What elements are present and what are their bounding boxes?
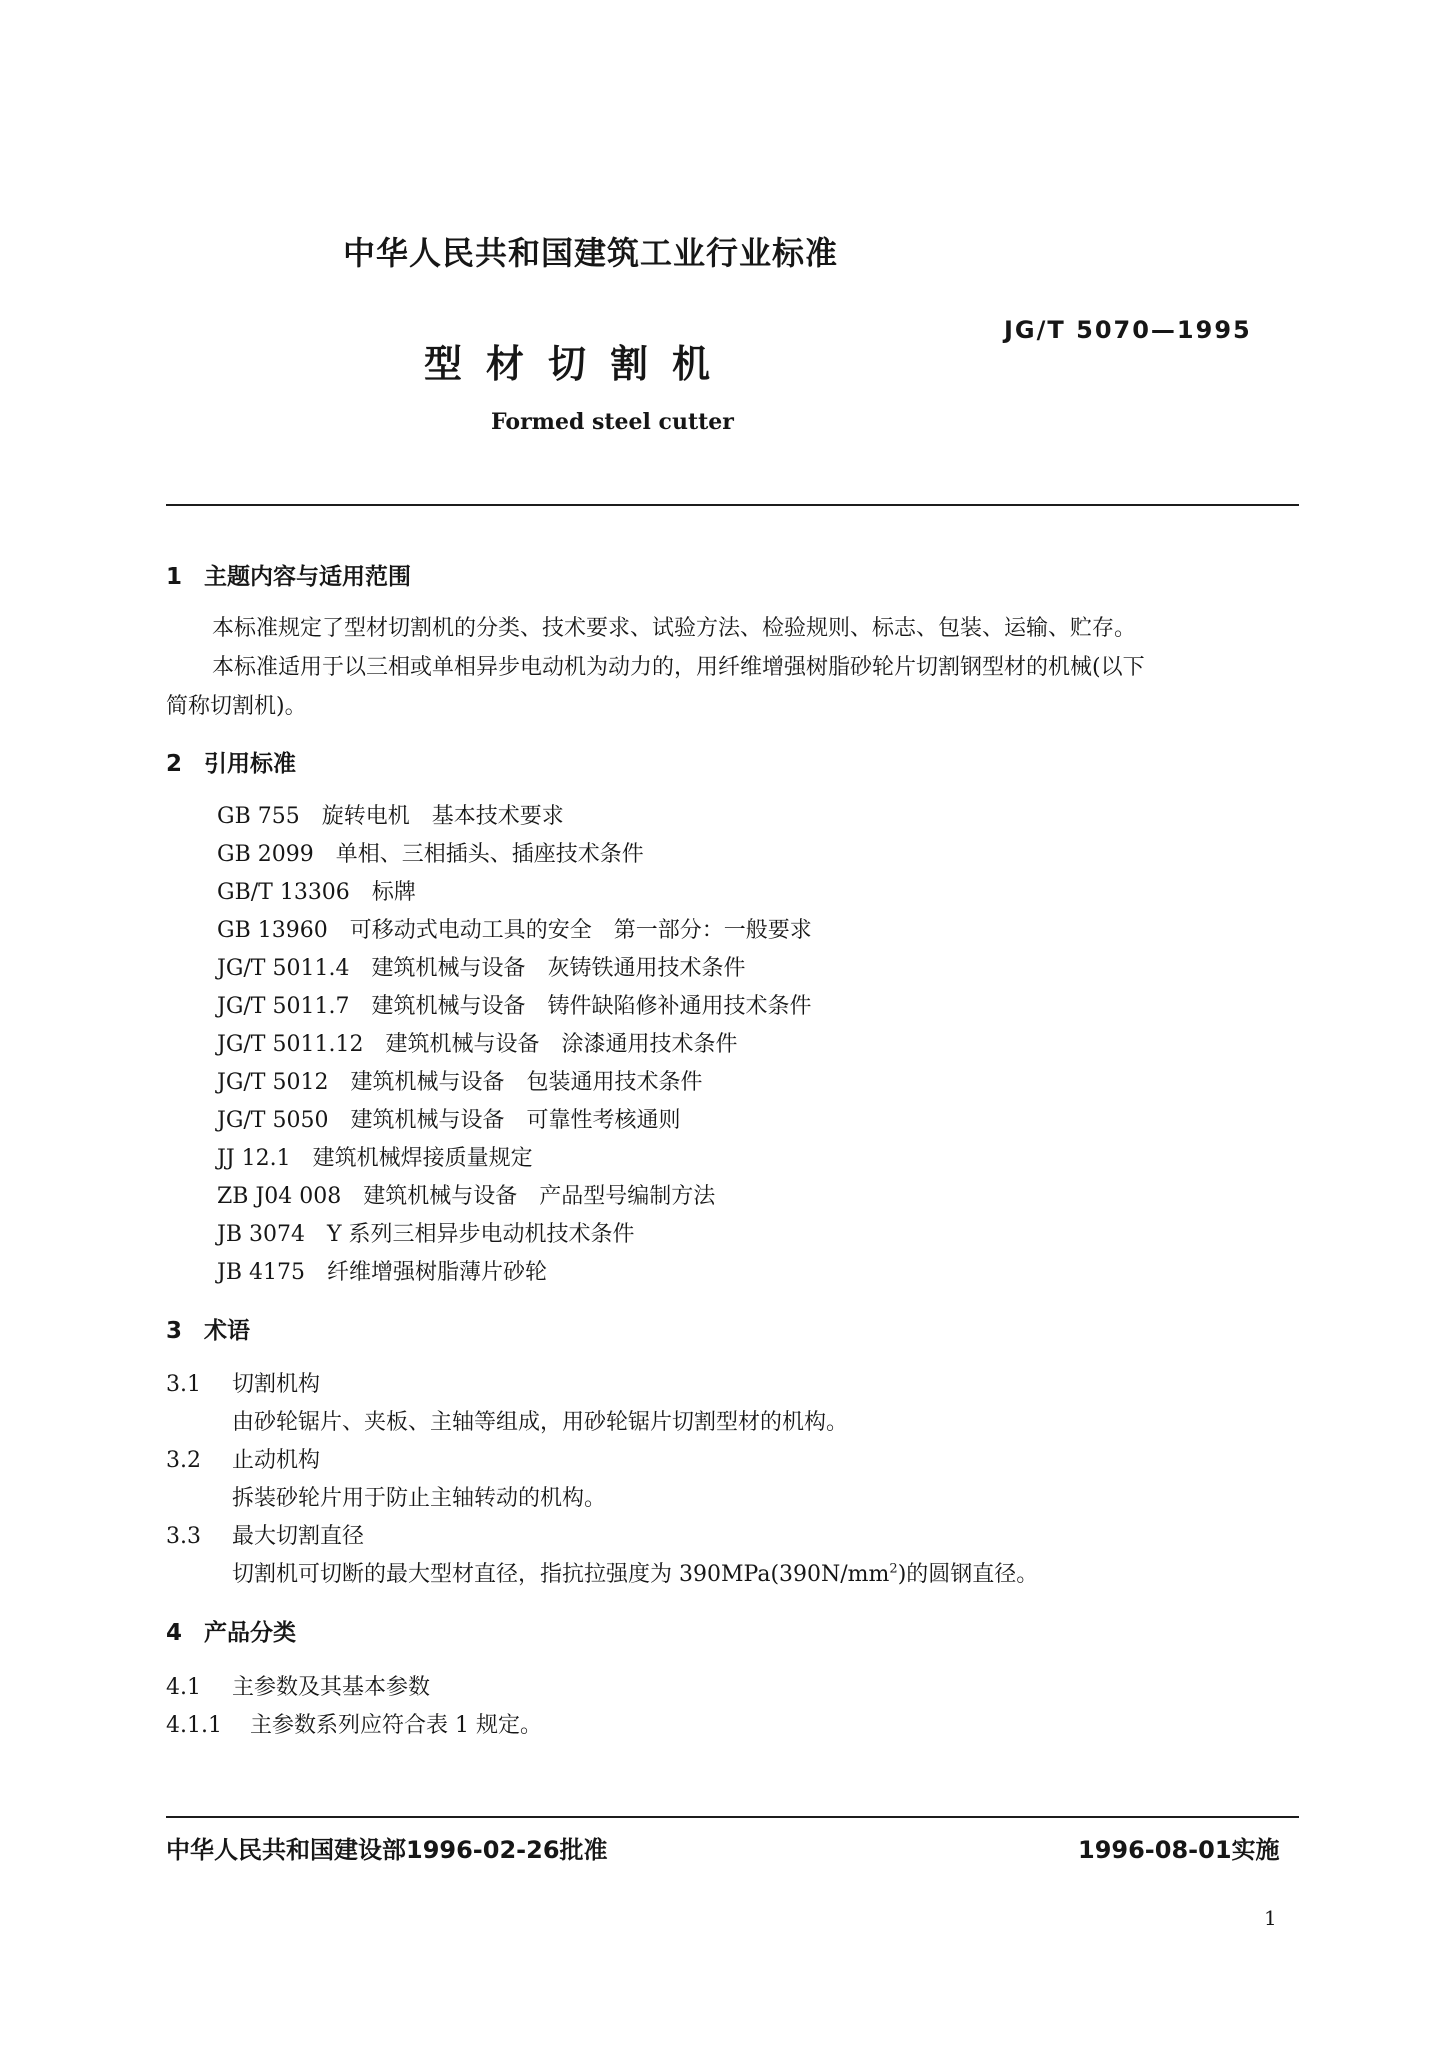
section-3-heading (166, 1312, 250, 1345)
page-number: 1 (1264, 1906, 1277, 1930)
reference-item (217, 1103, 680, 1134)
reference-name: 标牌 (371, 880, 416, 905)
reference-name: 纤维增强树脂薄片砂轮 (326, 1260, 547, 1285)
reference-code: JG/T 5011.4 (217, 956, 350, 981)
reference-item (217, 989, 811, 1020)
reference-name: 建筑机械与设备 涂漆通用技术条件 (385, 1032, 738, 1057)
approval-date: 中华人民共和国建设部1996-02-26批准 (166, 1836, 608, 1864)
section-number: 3 (166, 1318, 183, 1344)
definition-text: 切割机可切断的最大型材直径，指抗拉强度为 390MPa(390N/mm (232, 1562, 890, 1587)
section-number: 4 (166, 1620, 183, 1646)
section-4-heading (166, 1614, 296, 1647)
term-3-2 (166, 1443, 320, 1474)
term-definition: 由砂轮锯片、夹板、主轴等组成，用砂轮锯片切割型材的机构。 (232, 1410, 849, 1435)
effective-date: 1996-08-01实施 (1078, 1836, 1280, 1864)
section-title: 主题内容与适用范围 (204, 564, 411, 590)
reference-item (217, 1179, 715, 1210)
reference-name: 建筑机械焊接质量规定 (312, 1146, 533, 1171)
section-1-heading (166, 558, 411, 591)
subsection-text: 主参数系列应符合表 1 规定。 (250, 1713, 542, 1738)
title-english: Formed steel cutter (491, 409, 734, 435)
top-divider (166, 504, 1299, 506)
subsection-4-1 (166, 1670, 430, 1701)
paragraph: 本标准适用于以三相或单相异步电动机为动力的，用纤维增强树脂砂轮片切割钢型材的机械(以下 (212, 655, 1145, 680)
standard-organization: 中华人民共和国建筑工业行业标准 (343, 234, 839, 272)
reference-item (217, 1217, 635, 1248)
term-3-1 (166, 1367, 320, 1398)
term-name: 止动机构 (232, 1448, 321, 1473)
term-number: 3.3 (166, 1524, 201, 1549)
reference-code: ZB J04 008 (217, 1184, 342, 1209)
reference-item (217, 875, 416, 906)
term-name: 切割机构 (232, 1372, 321, 1397)
reference-item (217, 837, 644, 868)
subsection-4-1-1 (166, 1708, 542, 1739)
section-number: 2 (166, 751, 183, 777)
reference-code: JB 4175 (217, 1260, 305, 1285)
section-title: 引用标准 (204, 751, 296, 777)
term-number: 3.2 (166, 1448, 201, 1473)
reference-name: 建筑机械与设备 包装通用技术条件 (350, 1070, 703, 1095)
standard-code: JG/T 5070—1995 (1004, 316, 1252, 344)
reference-name: 建筑机械与设备 灰铸铁通用技术条件 (371, 956, 746, 981)
reference-item (217, 1255, 547, 1286)
term-definition (232, 1557, 1038, 1588)
reference-item (217, 799, 564, 830)
section-title: 产品分类 (204, 1620, 296, 1646)
subsection-number: 4.1.1 (166, 1713, 222, 1738)
paragraph-continuation: 简称切割机)。 (166, 694, 307, 719)
reference-code: JG/T 5011.7 (217, 994, 350, 1019)
term-number: 3.1 (166, 1372, 201, 1397)
reference-name: 建筑机械与设备 铸件缺陷修补通用技术条件 (371, 994, 812, 1019)
reference-code: JB 3074 (217, 1222, 305, 1247)
reference-code: JG/T 5011.12 (217, 1032, 364, 1057)
term-definition: 拆装砂轮片用于防止主轴转动的机构。 (232, 1486, 607, 1511)
superscript: 2 (889, 1561, 898, 1577)
reference-code: JG/T 5050 (217, 1108, 329, 1133)
reference-code: JJ 12.1 (217, 1146, 291, 1171)
subsection-number: 4.1 (166, 1675, 201, 1700)
reference-item (217, 1065, 702, 1096)
reference-name: Y 系列三相异步电动机技术条件 (326, 1222, 635, 1247)
reference-item (217, 1141, 533, 1172)
term-3-3 (166, 1519, 364, 1550)
reference-name: 旋转电机 基本技术要求 (321, 804, 564, 829)
reference-item (217, 951, 745, 982)
reference-name: 建筑机械与设备 产品型号编制方法 (363, 1184, 716, 1209)
section-number: 1 (166, 564, 183, 590)
reference-name: 单相、三相插头、插座技术条件 (335, 842, 644, 867)
paragraph: 本标准规定了型材切割机的分类、技术要求、试验方法、检验规则、标志、包装、运输、贮存。 (212, 616, 1137, 641)
reference-code: GB 13960 (217, 918, 328, 943)
reference-code: GB 2099 (217, 842, 314, 867)
subsection-title: 主参数及其基本参数 (232, 1675, 431, 1700)
reference-name: 建筑机械与设备 可靠性考核通则 (350, 1108, 681, 1133)
reference-name: 可移动式电动工具的安全 第一部分：一般要求 (349, 918, 812, 943)
reference-code: JG/T 5012 (217, 1070, 329, 1095)
reference-item (217, 1027, 737, 1058)
section-title: 术语 (204, 1318, 250, 1344)
section-2-heading (166, 745, 296, 778)
reference-code: GB 755 (217, 804, 300, 829)
title-chinese: 型材切割机 (424, 342, 735, 386)
reference-code: GB/T 13306 (217, 880, 350, 905)
definition-text: )的圆钢直径。 (897, 1562, 1039, 1587)
reference-item (217, 913, 812, 944)
term-name: 最大切割直径 (232, 1524, 365, 1549)
bottom-divider (166, 1816, 1299, 1818)
